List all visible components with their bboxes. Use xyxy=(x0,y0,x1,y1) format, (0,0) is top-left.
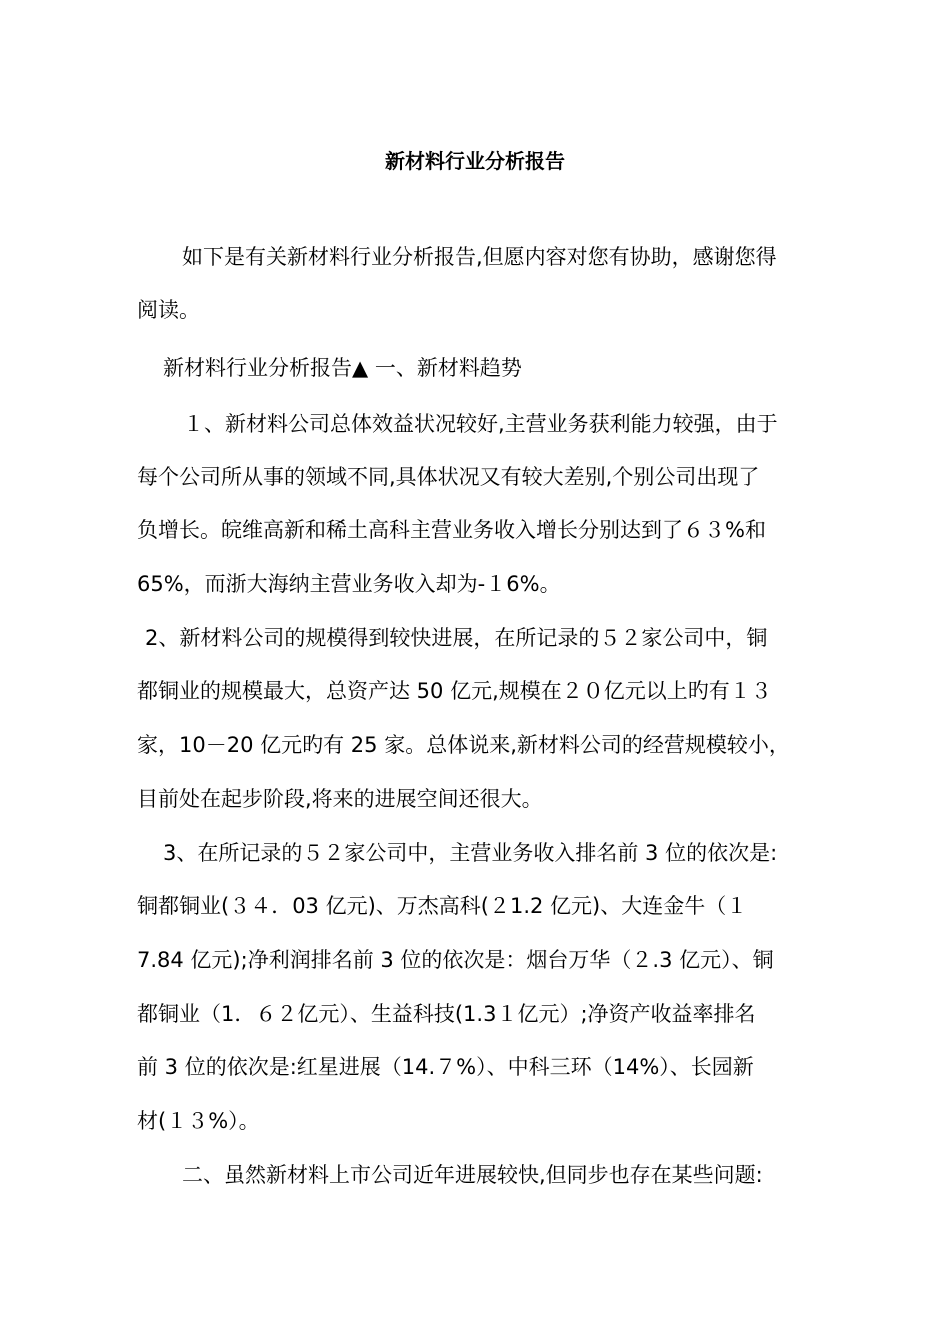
paragraph-line: 65%，而浙大海纳主营业务收入却为-１6%。 xyxy=(137,572,561,596)
paragraph-line: 目前处在起步阶段,将来的进展空间还很大。 xyxy=(137,787,543,811)
paragraph-line: 3、在所记录的５２家公司中，主营业务收入排名前 3 位的依次是: xyxy=(163,841,778,865)
section-heading-problems: 二、虽然新材料上市公司近年进展较快,但同步也存在某些问题: xyxy=(182,1163,763,1187)
paragraph-line: 如下是有关新材料行业分析报告,但愿内容对您有协助，感谢您得 xyxy=(182,245,777,269)
paragraph-line: 负增长。皖维高新和稀土高科主营业务收入增长分别达到了６３%和 xyxy=(137,518,766,542)
paragraph-line: 每个公司所从事的领域不同,具体状况又有较大差别,个别公司出现了 xyxy=(137,465,760,489)
paragraph-line: 前 3 位的依次是:红星进展（14.７%）、中科三环（14%）、长园新 xyxy=(137,1055,754,1079)
paragraph-line: 都铜业（1．６２亿元）、生益科技(1.3１亿元）;净资产收益率排名 xyxy=(137,1002,756,1026)
section-heading-trend: 新材料行业分析报告▲ 一、新材料趋势 xyxy=(163,356,522,380)
document-title: 新材料行业分析报告 xyxy=(385,149,565,173)
paragraph-line: 7.84 亿元);净利润排名前 3 位的依次是：烟台万华（２.3 亿元）、铜 xyxy=(137,948,774,972)
paragraph-line: 材(１３%）。 xyxy=(137,1109,260,1133)
paragraph-line: 阅读。 xyxy=(137,298,200,322)
paragraph-line: 2、新材料公司的规模得到较快进展，在所记录的５２家公司中，铜 xyxy=(145,626,768,650)
paragraph-line: 家，10－20 亿元旳有 25 家。总体说来,新材料公司的经营规模较小， xyxy=(137,733,790,757)
paragraph-line: 都铜业的规模最大，总资产达 50 亿元,规模在２０亿元以上旳有１３ xyxy=(137,679,772,703)
paragraph-line: 铜都铜业(３４．03 亿元)、万杰高科(２1.2 亿元)、大连金牛（１ xyxy=(137,894,748,918)
paragraph-line: １、新材料公司总体效益状况较好,主营业务获利能力较强，由于 xyxy=(183,412,778,436)
